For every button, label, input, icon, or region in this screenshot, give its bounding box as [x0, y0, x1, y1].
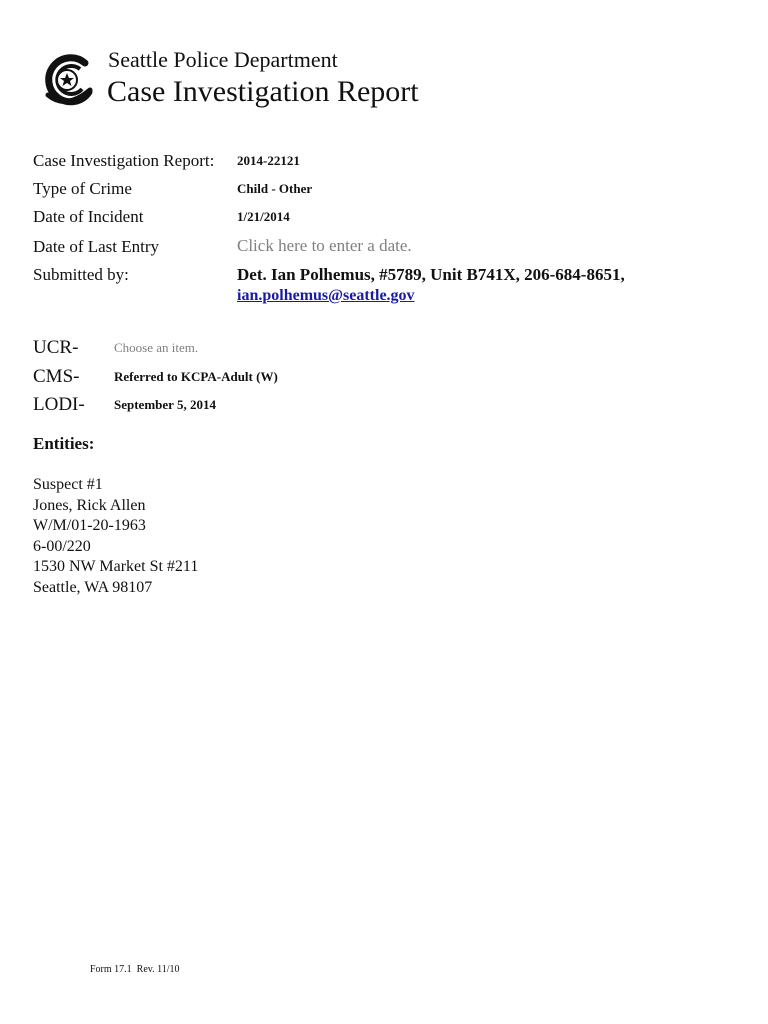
- report-title: Case Investigation Report: [107, 75, 419, 108]
- suspect-descriptor: W/M/01-20-1963: [33, 517, 146, 534]
- lodi-label: LODI-: [33, 394, 85, 415]
- date-of-incident-label: Date of Incident: [33, 207, 144, 226]
- entities-heading: Entities:: [33, 434, 95, 453]
- cms-label: CMS-: [33, 366, 80, 387]
- submitter-email-link[interactable]: ian.polhemus@seattle.gov: [237, 287, 415, 304]
- seattle-police-badge-icon: [36, 50, 96, 112]
- lodi-value[interactable]: September 5, 2014: [114, 397, 216, 412]
- cms-value[interactable]: Referred to KCPA-Adult (W): [114, 369, 278, 384]
- case-report-label: Case Investigation Report:: [33, 151, 215, 170]
- suspect-name: Jones, Rick Allen: [33, 497, 146, 514]
- submitted-by-value[interactable]: Det. Ian Polhemus, #5789, Unit B741X, 206-684-8651,: [237, 265, 625, 284]
- suspect-city-state-zip: Seattle, WA 98107: [33, 579, 153, 596]
- suspect-height-weight: 6-00/220: [33, 538, 91, 555]
- date-of-last-entry-label: Date of Last Entry: [33, 237, 160, 256]
- date-of-last-entry-picker[interactable]: Click here to enter a date.: [237, 236, 412, 255]
- department-name: Seattle Police Department: [108, 47, 338, 72]
- ucr-dropdown[interactable]: Choose an item.: [114, 340, 199, 355]
- suspect-address: 1530 NW Market St #211: [33, 558, 199, 575]
- type-of-crime-value[interactable]: Child - Other: [237, 181, 313, 196]
- form-revision-footer: Form 17.1 Rev. 11/10: [90, 964, 180, 975]
- date-of-incident-value[interactable]: 1/21/2014: [237, 209, 290, 224]
- type-of-crime-label: Type of Crime: [33, 179, 132, 198]
- ucr-label: UCR-: [33, 337, 79, 358]
- suspect-title: Suspect #1: [33, 476, 103, 493]
- submitted-by-label: Submitted by:: [33, 265, 129, 284]
- case-number-value[interactable]: 2014-22121: [237, 153, 300, 168]
